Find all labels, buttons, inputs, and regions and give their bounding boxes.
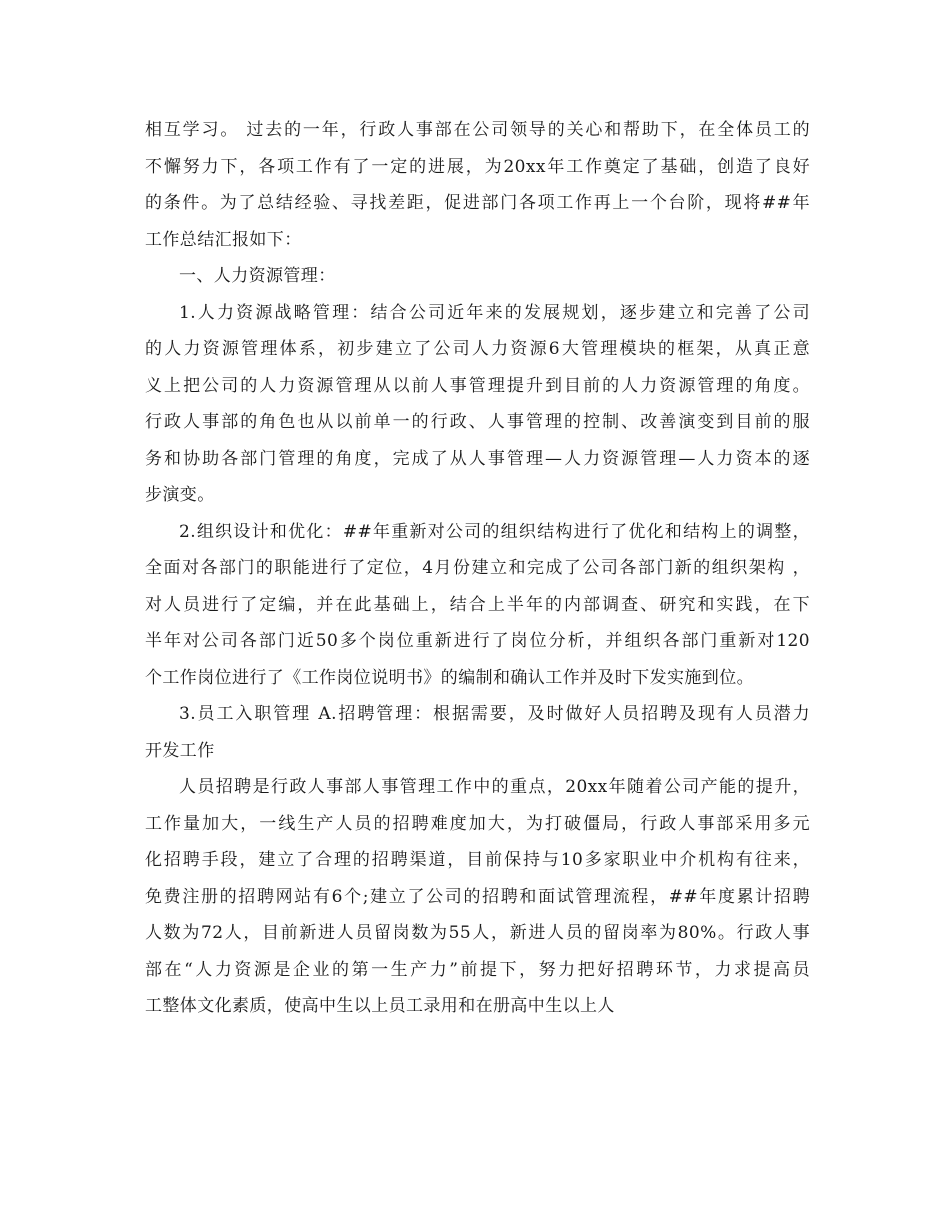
text-line: 免费注册的招聘网站有6个;建立了公司的招聘和面试管理流程，##年度累计招聘 <box>145 886 810 907</box>
text-line: 人数为72人，目前新进人员留岗数为55人，新进人员的留岗率为80%。行政人事 <box>145 923 810 943</box>
text-line: 全面对各部门的职能进行了定位，4月份建立和完成了公司各部门新的组织架构 ， <box>145 558 810 578</box>
text-line: 行政人事部的角色也从以前单一的行政、人事管理的控制、改善演变到目前的服 <box>145 412 810 432</box>
text-line: 一、人力资源管理： <box>179 266 336 286</box>
section-heading-hr-management <box>145 258 810 295</box>
text-line: 开发工作 <box>145 740 215 761</box>
text-line: 相互学习。 过去的一年，行政人事部在公司领导的关心和帮助下，在全体员工的 <box>145 120 810 140</box>
text-line: 部在“人力资源是企业的第一生产力”前提下，努力把好招聘环节，力求提高员 <box>145 959 810 980</box>
text-line: 的条件。为了总结经验、寻找差距，促进部门各项工作再上一个台阶，现将##年 <box>145 193 810 213</box>
text-line: 1.人力资源战略管理：结合公司近年来的发展规划，逐步建立和完善了公司 <box>179 302 810 323</box>
text-line: 工作量加大，一线生产人员的招聘难度加大，为打破僵局，行政人事部采用多元 <box>145 813 810 834</box>
text-line: 不懈努力下，各项工作有了一定的进展，为20xx年工作奠定了基础，创造了良好 <box>145 156 810 177</box>
document-page <box>145 112 810 1025</box>
text-line: 3.员工入职管理 A.招聘管理：根据需要，及时做好人员招聘及现有人员潜力 <box>179 704 810 724</box>
text-line: 工整体文化素质，使高中生以上员工录用和在册高中生以上人 <box>145 996 615 1016</box>
paragraph-recruitment <box>145 769 810 1025</box>
text-line: 工作总结汇报如下： <box>145 229 302 250</box>
paragraph-onboarding <box>145 696 810 769</box>
text-line: 半年对公司各部门近50多个岗位重新进行了岗位分析，并组织各部门重新对120 <box>145 631 810 651</box>
text-line: 步演变。 <box>145 485 215 505</box>
text-line: 的人力资源管理体系，初步建立了公司人力资源6大管理模块的框架，从真正意 <box>145 339 810 359</box>
text-line: 义上把公司的人力资源管理从以前人事管理提升到目前的人力资源管理的角度。 <box>145 375 810 396</box>
text-line: 人员招聘是行政人事部人事管理工作中的重点，20xx年随着公司产能的提升， <box>179 777 810 797</box>
paragraph-org-design <box>145 514 810 697</box>
paragraph-hr-strategy <box>145 295 810 514</box>
paragraph-intro <box>145 112 810 258</box>
text-line: 务和协助各部门管理的角度，完成了从人事管理—人力资源管理—人力资本的逐 <box>145 448 810 469</box>
text-line: 2.组织设计和优化：##年重新对公司的组织结构进行了优化和结构上的调整， <box>179 521 810 542</box>
text-line: 个工作岗位进行了《工作岗位说明书》的编制和确认工作并及时下发实施到位。 <box>145 667 754 688</box>
text-line: 对人员进行了定编，并在此基础上，结合上半年的内部调查、研究和实践，在下 <box>145 594 810 615</box>
text-line: 化招聘手段，建立了合理的招聘渠道，目前保持与10多家职业中介机构有往来， <box>145 850 810 870</box>
